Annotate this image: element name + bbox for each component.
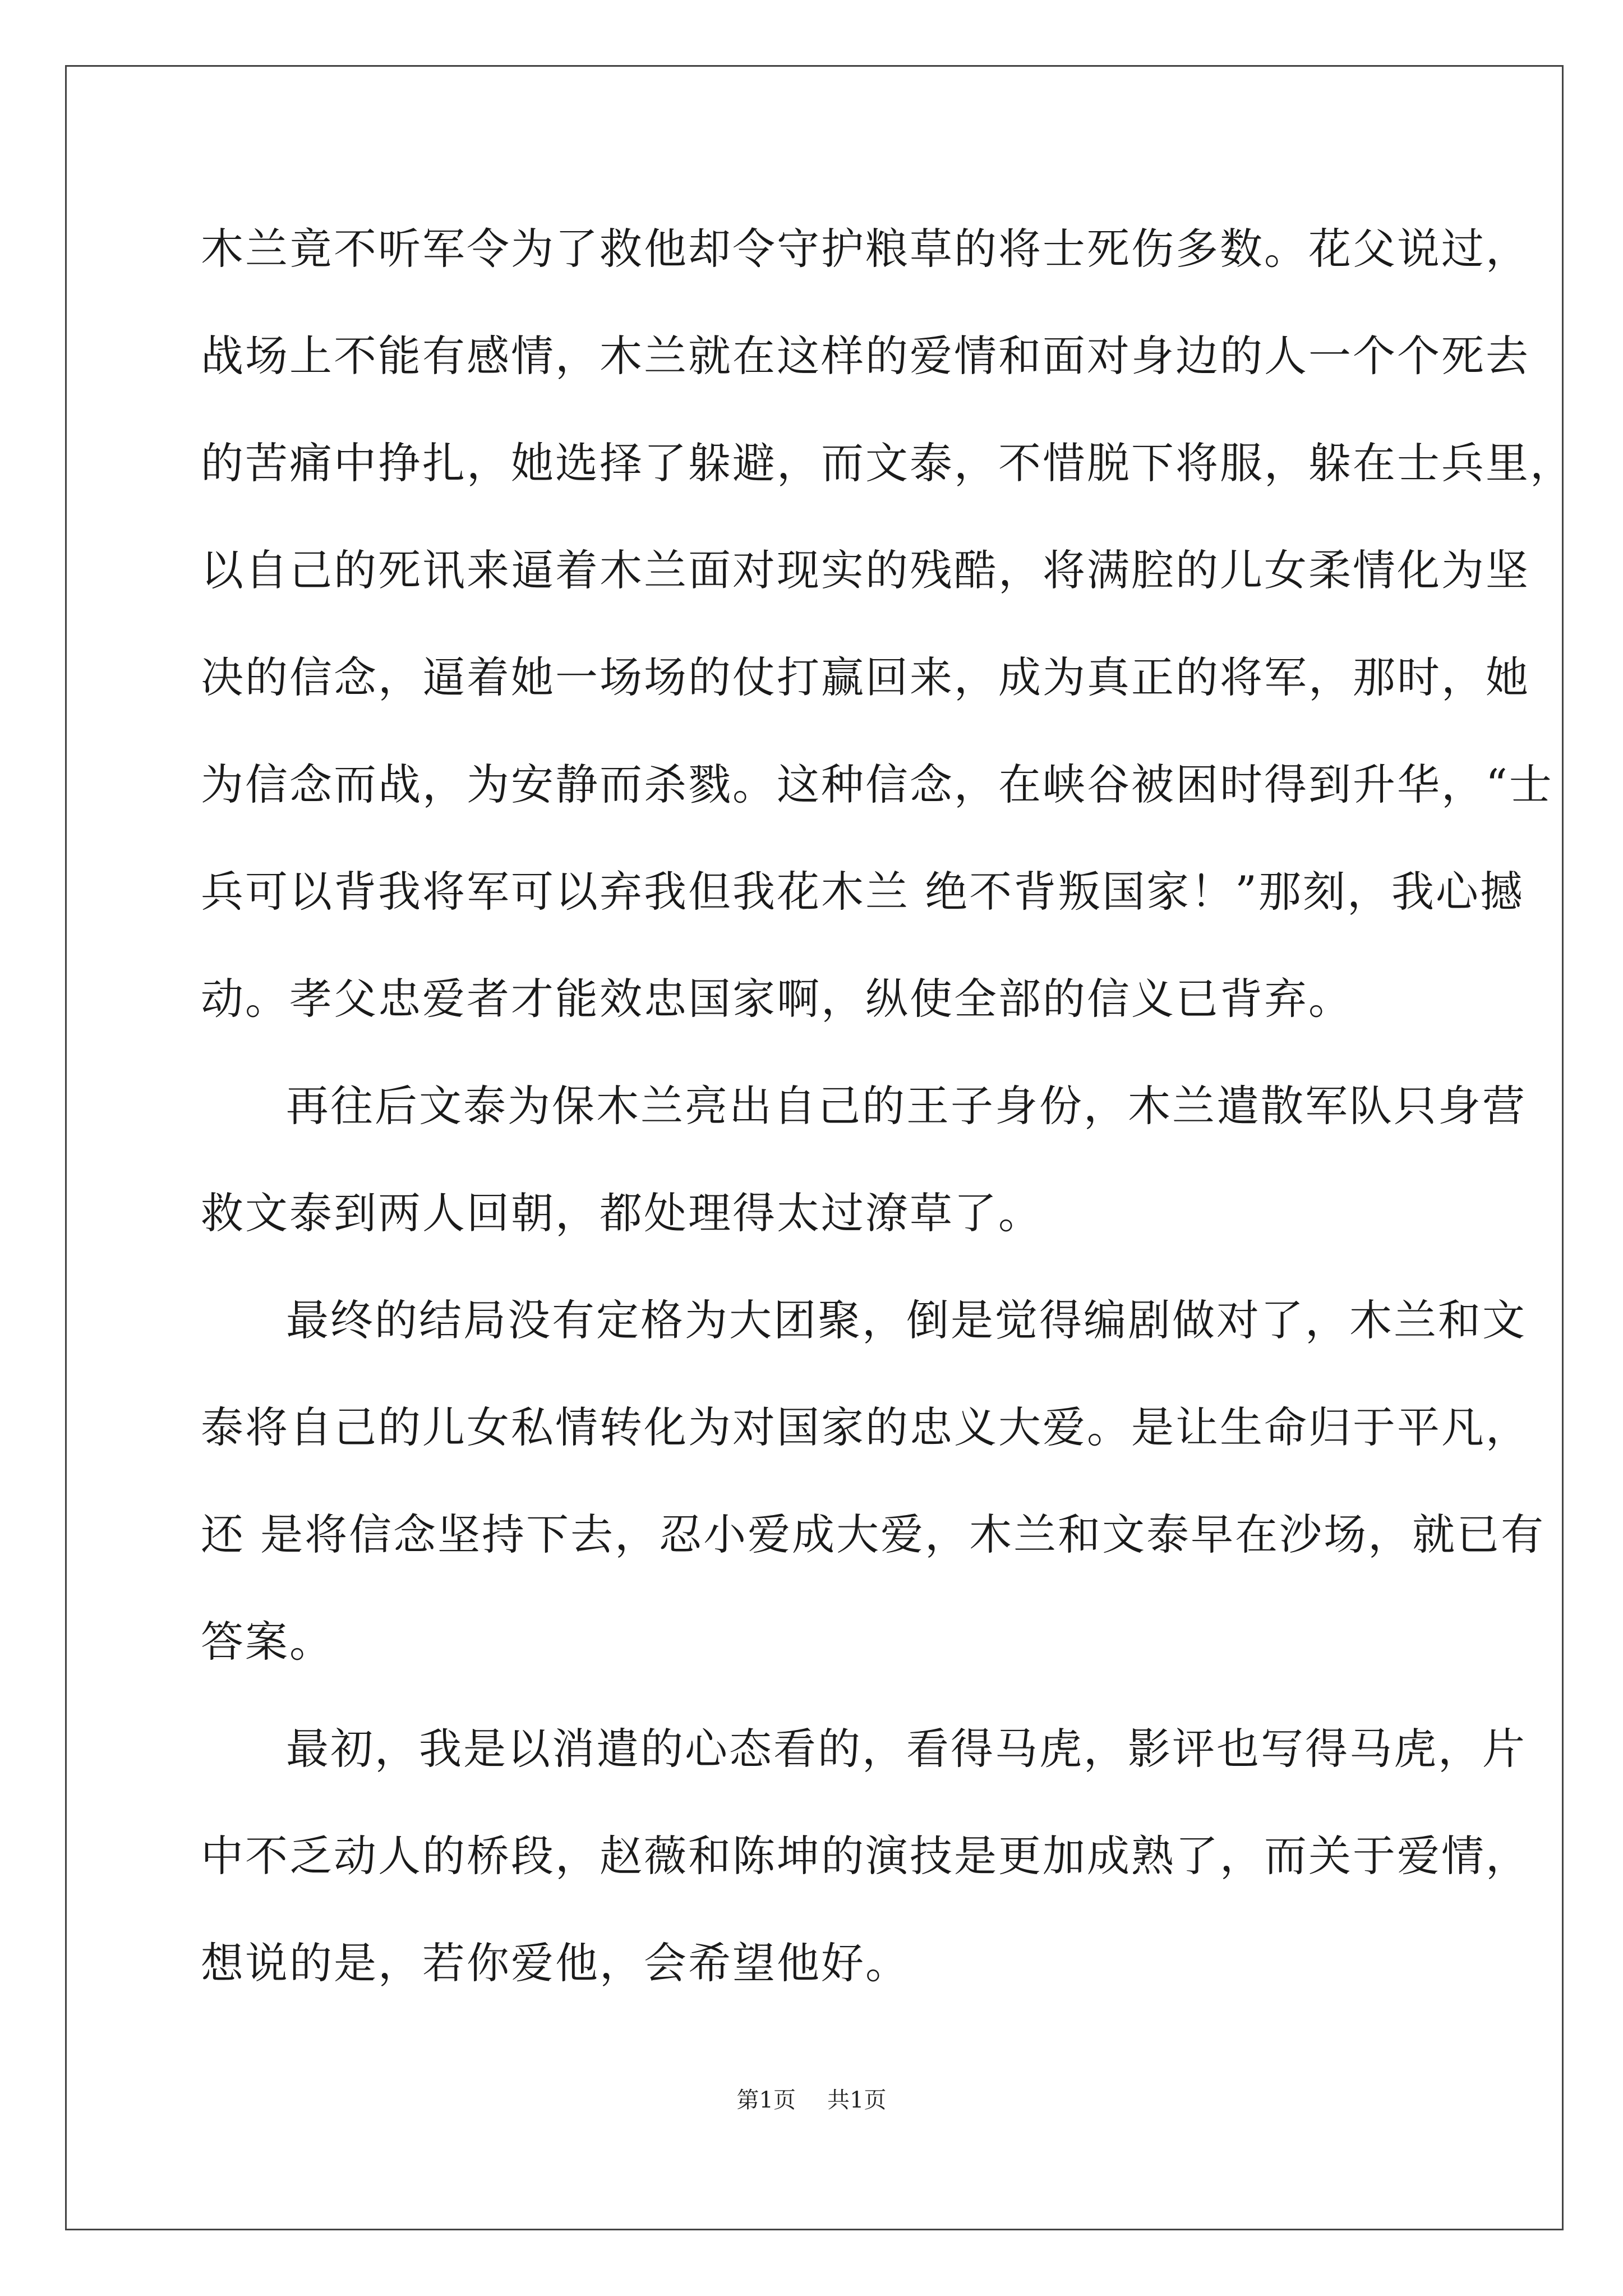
text-line: 战场上不能有感情，木兰就在这样的爱情和面对身边的人一个个死去	[201, 331, 1530, 381]
text-line: 中不乏动人的桥段，赵薇和陈坤的演技是更加成熟了，而关于爱情，	[201, 1831, 1530, 1881]
paragraph-start-line: 再往后文泰为保木兰亮出自己的王子身份，木兰遣散军队只身营	[286, 1081, 1527, 1131]
text-line: 还 是将信念坚持下去，忍小爱成大爱，木兰和文泰早在沙场，就已有	[201, 1510, 1546, 1559]
page-footer	[0, 2082, 1623, 2114]
text-line: 动。孝父忠爱者才能效忠国家啊，纵使全部的信义已背弃。	[201, 974, 1353, 1024]
text-line: 以自己的死讯来逼着木兰面对现实的残酷，将满腔的儿女柔情化为坚	[201, 545, 1530, 595]
text-line: 答案。	[201, 1617, 334, 1667]
text-line: 想说的是，若你爱他，会希望他好。	[201, 1938, 910, 1988]
text-line: 泰将自己的儿女私情转化为对国家的忠义大爱。是让生命归于平凡，	[201, 1402, 1530, 1452]
text-line: 的苦痛中挣扎，她选择了躲避，而文泰，不惜脱下将服，躲在士兵里，	[201, 438, 1574, 488]
text-line: 救文泰到两人回朝，都处理得太过潦草了。	[201, 1188, 1043, 1238]
text-line: 兵可以背我将军可以弃我但我花木兰 绝不背叛国家！”那刻，我心撼	[201, 867, 1525, 917]
text-line: 决的信念，逼着她一场场的仗打赢回来，成为真正的将军，那时，她	[201, 652, 1530, 702]
page-total: 共1页	[827, 2087, 887, 2113]
paragraph-start-line: 最初，我是以消遣的心态看的，看得马虎，影评也写得马虎，片	[286, 1724, 1527, 1774]
paragraph-start-line: 最终的结局没有定格为大团聚，倒是觉得编剧做对了，木兰和文	[286, 1295, 1527, 1345]
body-text	[201, 195, 1574, 2017]
page-number: 第1页	[736, 2087, 796, 2113]
text-line: 木兰竟不听军令为了救他却令守护粮草的将士死伤多数。花父说过，	[201, 224, 1530, 274]
text-line: 为信念而战，为安静而杀戮。这种信念，在峡谷被困时得到升华，“士	[201, 760, 1553, 809]
